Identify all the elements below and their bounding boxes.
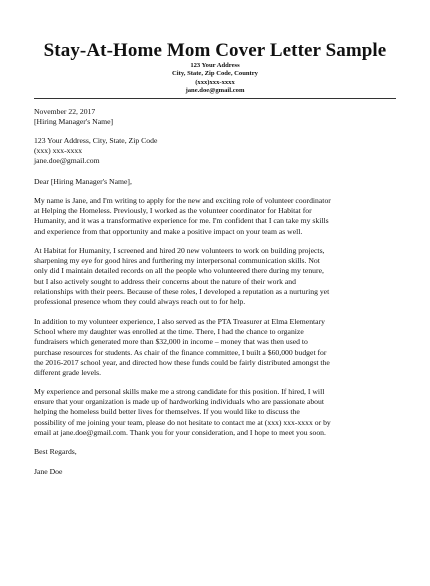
paragraph-line: the 2016-2017 school year, and directed how these funds could be fairly distributed amongst the	[34, 357, 330, 367]
paragraph-line: At Habitat for Humanity, I screened and hired 20 new volunteers to work on building projects,	[34, 246, 325, 255]
paragraph-2	[34, 246, 398, 307]
recipient-name: [Hiring Manager's Name]	[34, 117, 114, 127]
salutation: Dear [Hiring Manager's Name],	[34, 177, 132, 186]
header-city-line: City, State, Zip Code, Country	[172, 70, 258, 78]
paragraph-line: My experience and personal skills make me a strong candidate for this position. If hired, I will	[34, 387, 325, 396]
date-recipient-block	[34, 107, 398, 127]
paragraph-line: different grade levels.	[34, 368, 102, 378]
paragraph-line: School where my daughter was enrolled at the time. There, I had the chance to organize	[34, 327, 304, 337]
paragraph-line: professional presence whom they could always reach out to for help.	[34, 297, 246, 307]
sender-phone: (xxx) xxx-xxxx	[34, 146, 83, 156]
paragraph-line: Humanity, and it was a transformative experience for me. I'm confident that I can take my skills	[34, 216, 329, 226]
paragraph-line: In addition to my volunteer experience, I also served as the PTA Treasurer at Elma Elementary	[34, 317, 325, 326]
paragraph-line: but I also actively sought to address their concerns about the nature of their work and	[34, 276, 296, 286]
paragraph-line: helping the homeless build better lives for themselves. If you would like to discuss the	[34, 407, 300, 417]
paragraph-3	[34, 317, 398, 378]
paragraph-line: at Helping the Homeless. Previously, I worked as the volunteer coordinator for Habitat for	[34, 206, 312, 216]
paragraph-line: possibility of me joining your team, please do not hesitate to contact me at (xxx) xxx-xxxx or by	[34, 417, 331, 427]
paragraph-4	[34, 387, 398, 438]
paragraph-1	[34, 196, 398, 237]
paragraph-line: My name is Jane, and I'm writing to apply for the new and exciting role of volunteer coordinator	[34, 196, 331, 205]
sender-address: 123 Your Address, City, State, Zip Code	[34, 136, 158, 145]
closing: Best Regards,	[34, 447, 77, 456]
document-title: Stay-At-Home Mom Cover Letter Sample	[43, 40, 387, 61]
paragraph-line: and experience from that opportunity and make a positive impact on your team as well.	[34, 226, 303, 236]
sender-email: jane.doe@gmail.com	[34, 156, 100, 166]
paragraph-line: fundraisers which generated more than $32,000 in income – money that was then used to	[34, 337, 308, 347]
paragraph-line: ensure that your organization is made up of hardworking individuals who are passionate about	[34, 397, 324, 407]
header-divider	[34, 98, 396, 99]
sender-contact-block	[34, 136, 398, 167]
signature-name: Jane Doe	[34, 467, 63, 476]
paragraph-line: purchase resources for students. As chair of the finance committee, I built a $60,000 budget for	[34, 347, 327, 357]
header-phone: (xxx)xxx-xxxx	[195, 78, 235, 86]
sender-header	[0, 62, 430, 96]
paragraph-line: email at jane.doe@gmail.com. Thank you for your consideration, and I hope to meet you soon.	[34, 427, 326, 437]
letter-date: November 22, 2017	[34, 107, 96, 116]
paragraph-line: only did I maintain detailed records on all the people who volunteered there during my tenure,	[34, 266, 324, 276]
paragraph-line: sharpening my eye for good hires and furthering my interpersonal communication skills. Not	[34, 256, 320, 266]
paragraph-line: relationships with their peers. Because of these roles, I developed a reputation as a nurturing yet	[34, 286, 330, 296]
header-email: jane.doe@gmail.com	[185, 87, 245, 95]
header-address: 123 Your Address	[190, 62, 240, 69]
